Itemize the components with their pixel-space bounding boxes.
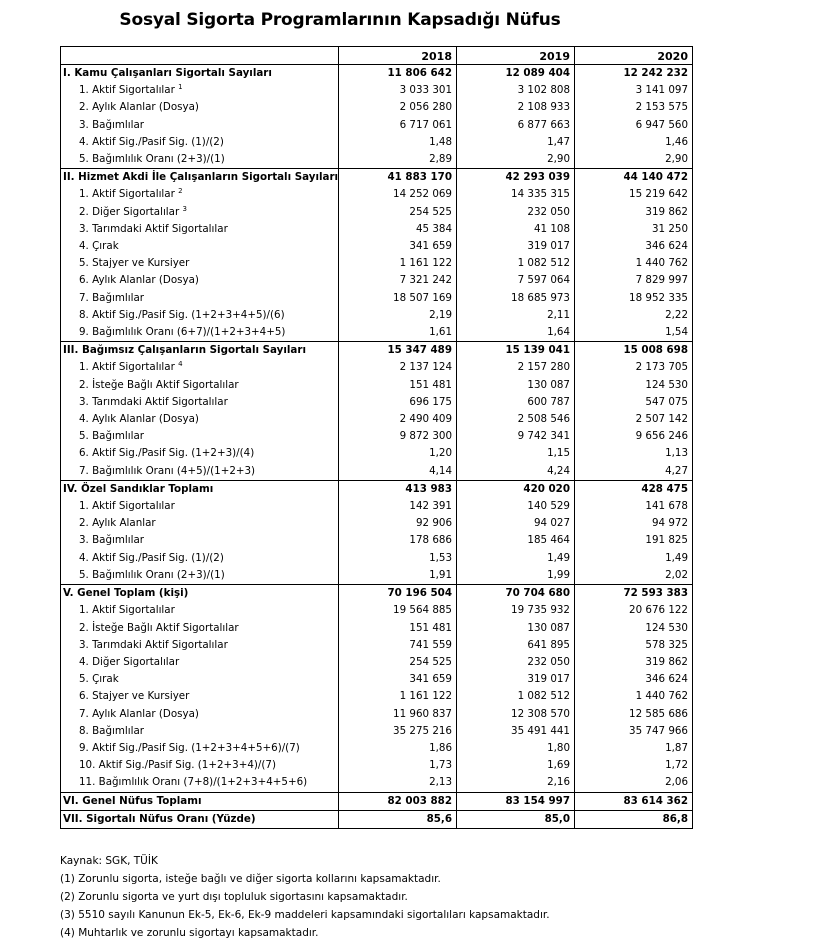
footnote: (4) Muhtarlık ve zorunlu sigortayı kapsamaktadır. (60, 927, 319, 939)
value-cell-2018: 254 525 (339, 204, 457, 221)
table-row (61, 757, 693, 774)
row-label-text: 7. Bağımlılık Oranı (4+5)/(1+2+3) (79, 464, 256, 477)
value-cell-2018: 7 321 242 (339, 272, 457, 289)
header-year-2019: 2019 (457, 47, 575, 65)
value-cell-2020: 35 747 966 (575, 723, 693, 740)
row-label-text: 3. Tarımdaki Aktif Sigortalılar (79, 222, 228, 235)
value-cell-2019: 232 050 (457, 204, 575, 221)
row-label (61, 151, 339, 169)
table-row (61, 463, 693, 481)
row-label (61, 671, 339, 688)
value-cell-2020: 1,87 (575, 740, 693, 757)
row-label (61, 238, 339, 255)
row-label (61, 498, 339, 515)
table-row (61, 290, 693, 307)
table-row (61, 359, 693, 376)
value-cell-2018: 2 490 409 (339, 411, 457, 428)
row-label-text: 2. Diğer Sigortalılar (79, 205, 180, 218)
row-label (61, 654, 339, 671)
row-label-text: 6. Stajyer ve Kursiyer (79, 690, 190, 703)
row-label (61, 445, 339, 462)
value-cell-2020: 2 173 705 (575, 359, 693, 376)
value-cell-2020: 428 475 (575, 480, 693, 498)
row-label (61, 602, 339, 619)
row-label-text: V. Genel Toplam (kişi) (63, 587, 189, 600)
section-row (61, 65, 693, 83)
row-label (61, 307, 339, 324)
table-row (61, 671, 693, 688)
row-label-text: 6. Aktif Sig./Pasif Sig. (1+2+3)/(4) (79, 447, 255, 460)
value-cell-2019: 12 308 570 (457, 706, 575, 723)
table-row (61, 324, 693, 342)
value-cell-2020: 18 952 335 (575, 290, 693, 307)
value-cell-2018: 2,13 (339, 774, 457, 792)
value-cell-2020: 1,13 (575, 445, 693, 462)
section-row (61, 585, 693, 603)
value-cell-2019: 232 050 (457, 654, 575, 671)
value-cell-2019: 2 157 280 (457, 359, 575, 376)
header-label-cell (61, 47, 339, 65)
table-row (61, 186, 693, 203)
footnote-ref: 3 (182, 204, 187, 213)
value-cell-2018: 696 175 (339, 394, 457, 411)
value-cell-2020: 124 530 (575, 620, 693, 637)
row-label-text: 4. Çırak (79, 240, 119, 253)
row-label-text: III. Bağımsız Çalışanların Sigortalı Sayıları (63, 344, 306, 357)
value-cell-2018: 35 275 216 (339, 723, 457, 740)
row-label-text: 9. Bağımlılık Oranı (6+7)/(1+2+3+4+5) (79, 326, 286, 339)
value-cell-2020: 191 825 (575, 532, 693, 549)
value-cell-2020: 1,54 (575, 324, 693, 342)
value-cell-2018: 254 525 (339, 654, 457, 671)
value-cell-2019: 18 685 973 (457, 290, 575, 307)
row-label (61, 272, 339, 289)
value-cell-2020: 15 008 698 (575, 342, 693, 360)
table-row (61, 532, 693, 549)
value-cell-2018: 151 481 (339, 620, 457, 637)
value-cell-2020: 346 624 (575, 671, 693, 688)
value-cell-2018: 341 659 (339, 671, 457, 688)
value-cell-2018: 4,14 (339, 463, 457, 481)
table-row (61, 620, 693, 637)
row-label-text: 3. Bağımlılar (79, 534, 145, 547)
value-cell-2019: 1,47 (457, 134, 575, 151)
value-cell-2020: 547 075 (575, 394, 693, 411)
value-cell-2019: 83 154 997 (457, 792, 575, 810)
value-cell-2019: 641 895 (457, 637, 575, 654)
table-row (61, 272, 693, 289)
value-cell-2018: 15 347 489 (339, 342, 457, 360)
table-row (61, 706, 693, 723)
value-cell-2019: 420 020 (457, 480, 575, 498)
row-label (61, 774, 339, 792)
row-label-text: 11. Bağımlılık Oranı (7+8)/(1+2+3+4+5+6) (79, 776, 308, 789)
value-cell-2019: 9 742 341 (457, 428, 575, 445)
value-cell-2020: 20 676 122 (575, 602, 693, 619)
value-cell-2020: 319 862 (575, 654, 693, 671)
value-cell-2020: 86,8 (575, 810, 693, 828)
table-row (61, 723, 693, 740)
row-label (61, 620, 339, 637)
value-cell-2018: 11 806 642 (339, 65, 457, 83)
source-note: Kaynak: SGK, TÜİK (60, 855, 158, 867)
row-label (61, 740, 339, 757)
value-cell-2020: 2,06 (575, 774, 693, 792)
row-label (61, 567, 339, 585)
value-cell-2019: 94 027 (457, 515, 575, 532)
value-cell-2020: 31 250 (575, 221, 693, 238)
value-cell-2020: 2,02 (575, 567, 693, 585)
table-row (61, 82, 693, 99)
value-cell-2020: 12 242 232 (575, 65, 693, 83)
row-label-text: 8. Aktif Sig./Pasif Sig. (1+2+3+4+5)/(6) (79, 308, 285, 321)
value-cell-2018: 92 906 (339, 515, 457, 532)
table-row (61, 445, 693, 462)
row-label (61, 117, 339, 134)
row-label-text: 1. Aktif Sigortalılar (79, 361, 175, 374)
value-cell-2019: 1,49 (457, 550, 575, 567)
value-cell-2019: 7 597 064 (457, 272, 575, 289)
value-cell-2019: 319 017 (457, 671, 575, 688)
row-label (61, 169, 339, 187)
value-cell-2018: 2 056 280 (339, 99, 457, 116)
value-cell-2018: 1,73 (339, 757, 457, 774)
row-label (61, 637, 339, 654)
value-cell-2019: 6 877 663 (457, 117, 575, 134)
footnotes (60, 852, 550, 942)
value-cell-2018: 11 960 837 (339, 706, 457, 723)
row-label (61, 550, 339, 567)
value-cell-2018: 178 686 (339, 532, 457, 549)
row-label (61, 480, 339, 498)
row-label-text: 5. Bağımlılık Oranı (2+3)/(1) (79, 153, 225, 166)
footnote: (2) Zorunlu sigorta ve yurt dışı topluluk sigortasını kapsamaktadır. (60, 891, 408, 903)
row-label-text: II. Hizmet Akdi İle Çalışanların Sigortalı Sayıları (63, 171, 339, 184)
value-cell-2018: 1,86 (339, 740, 457, 757)
row-label-text: 5. Bağımlılık Oranı (2+3)/(1) (79, 568, 225, 581)
footnote-ref: 2 (178, 187, 183, 196)
value-cell-2018: 1,91 (339, 567, 457, 585)
value-cell-2019: 1,80 (457, 740, 575, 757)
row-label-text: 2. Aylık Alanlar (79, 517, 156, 530)
row-label (61, 359, 339, 376)
row-label (61, 342, 339, 360)
value-cell-2018: 19 564 885 (339, 602, 457, 619)
value-cell-2020: 124 530 (575, 377, 693, 394)
table-row (61, 654, 693, 671)
footnote-ref: 4 (178, 360, 183, 369)
value-cell-2018: 1,61 (339, 324, 457, 342)
value-cell-2019: 4,24 (457, 463, 575, 481)
value-cell-2019: 19 735 932 (457, 602, 575, 619)
value-cell-2018: 1,48 (339, 134, 457, 151)
value-cell-2020: 1,46 (575, 134, 693, 151)
row-label-text: 4. Aktif Sig./Pasif Sig. (1)/(2) (79, 135, 224, 148)
value-cell-2018: 9 872 300 (339, 428, 457, 445)
row-label-text: 5. Stajyer ve Kursiyer (79, 257, 190, 270)
row-label-text: 1. Aktif Sigortalılar (79, 84, 175, 97)
value-cell-2019: 2,90 (457, 151, 575, 169)
row-label-text: 10. Aktif Sig./Pasif Sig. (1+2+3+4)/(7) (79, 759, 276, 772)
table-row (61, 774, 693, 792)
row-label (61, 290, 339, 307)
table-row (61, 411, 693, 428)
value-cell-2020: 1 440 762 (575, 255, 693, 272)
value-cell-2018: 85,6 (339, 810, 457, 828)
table-row (61, 550, 693, 567)
value-cell-2018: 41 883 170 (339, 169, 457, 187)
value-cell-2020: 6 947 560 (575, 117, 693, 134)
value-cell-2020: 319 862 (575, 204, 693, 221)
table-body (61, 65, 693, 829)
row-label (61, 723, 339, 740)
row-label-text: 4. Aktif Sig./Pasif Sig. (1)/(2) (79, 551, 224, 564)
table-row (61, 637, 693, 654)
row-label-text: 2. İsteğe Bağlı Aktif Sigortalılar (79, 621, 239, 634)
value-cell-2018: 14 252 069 (339, 186, 457, 203)
row-label (61, 585, 339, 603)
row-label (61, 792, 339, 810)
value-cell-2019: 85,0 (457, 810, 575, 828)
header-year-2018: 2018 (339, 47, 457, 65)
value-cell-2020: 94 972 (575, 515, 693, 532)
table-row (61, 255, 693, 272)
row-label-text: 7. Bağımlılar (79, 291, 145, 304)
row-label-text: 3. Bağımlılar (79, 118, 145, 131)
row-label (61, 706, 339, 723)
row-label-text: 2. Aylık Alanlar (Dosya) (79, 101, 199, 114)
row-label (61, 810, 339, 828)
value-cell-2018: 3 033 301 (339, 82, 457, 99)
row-label-text: 3. Tarımdaki Aktif Sigortalılar (79, 395, 228, 408)
row-label-text: I. Kamu Çalışanları Sigortalı Sayıları (63, 67, 272, 79)
row-label (61, 255, 339, 272)
row-label-text: VI. Genel Nüfus Toplamı (63, 794, 202, 807)
population-table (60, 46, 692, 829)
value-cell-2020: 1,72 (575, 757, 693, 774)
row-label-text: VII. Sigortalı Nüfus Oranı (Yüzde) (63, 812, 256, 825)
value-cell-2019: 12 089 404 (457, 65, 575, 83)
value-cell-2018: 1,53 (339, 550, 457, 567)
table-row (61, 377, 693, 394)
value-cell-2019: 2,11 (457, 307, 575, 324)
row-label (61, 186, 339, 203)
row-label-text: 9. Aktif Sig./Pasif Sig. (1+2+3+4+5+6)/(7) (79, 741, 300, 754)
row-label-text: 1. Aktif Sigortalılar (79, 500, 175, 513)
value-cell-2020: 3 141 097 (575, 82, 693, 99)
value-cell-2018: 1 161 122 (339, 255, 457, 272)
value-cell-2020: 12 585 686 (575, 706, 693, 723)
value-cell-2018: 151 481 (339, 377, 457, 394)
row-label-text: 1. Aktif Sigortalılar (79, 604, 175, 617)
value-cell-2019: 1 082 512 (457, 255, 575, 272)
value-cell-2019: 185 464 (457, 532, 575, 549)
row-label (61, 428, 339, 445)
value-cell-2020: 15 219 642 (575, 186, 693, 203)
value-cell-2020: 346 624 (575, 238, 693, 255)
value-cell-2020: 2 153 575 (575, 99, 693, 116)
table-row (61, 498, 693, 515)
value-cell-2018: 2,19 (339, 307, 457, 324)
value-cell-2020: 9 656 246 (575, 428, 693, 445)
value-cell-2019: 1,69 (457, 757, 575, 774)
row-label (61, 411, 339, 428)
row-label-text: 7. Aylık Alanlar (Dosya) (79, 707, 199, 720)
table-row (61, 428, 693, 445)
table-header-row (61, 47, 693, 65)
value-cell-2020: 72 593 383 (575, 585, 693, 603)
value-cell-2020: 141 678 (575, 498, 693, 515)
value-cell-2020: 2 507 142 (575, 411, 693, 428)
row-label-text: 3. Tarımdaki Aktif Sigortalılar (79, 638, 228, 651)
section-row (61, 169, 693, 187)
value-cell-2020: 4,27 (575, 463, 693, 481)
page-title: Sosyal Sigorta Programlarının Kapsadığı Nüfus (119, 10, 561, 30)
table-row (61, 567, 693, 585)
table-row (61, 134, 693, 151)
value-cell-2018: 1 161 122 (339, 688, 457, 705)
row-label (61, 221, 339, 238)
value-cell-2020: 7 829 997 (575, 272, 693, 289)
footnote-ref: 1 (178, 83, 183, 92)
value-cell-2019: 1,15 (457, 445, 575, 462)
table-row (61, 515, 693, 532)
value-cell-2019: 130 087 (457, 620, 575, 637)
value-cell-2019: 1,64 (457, 324, 575, 342)
value-cell-2019: 130 087 (457, 377, 575, 394)
row-label-text: 5. Çırak (79, 673, 119, 686)
value-cell-2020: 578 325 (575, 637, 693, 654)
table-row (61, 221, 693, 238)
value-cell-2019: 42 293 039 (457, 169, 575, 187)
row-label (61, 757, 339, 774)
value-cell-2019: 1 082 512 (457, 688, 575, 705)
value-cell-2019: 140 529 (457, 498, 575, 515)
value-cell-2018: 2,89 (339, 151, 457, 169)
value-cell-2020: 1,49 (575, 550, 693, 567)
value-cell-2019: 35 491 441 (457, 723, 575, 740)
section-row (61, 810, 693, 828)
table-row (61, 204, 693, 221)
value-cell-2019: 600 787 (457, 394, 575, 411)
value-cell-2019: 3 102 808 (457, 82, 575, 99)
table-row (61, 99, 693, 116)
section-row (61, 480, 693, 498)
table-row (61, 688, 693, 705)
table-row (61, 307, 693, 324)
value-cell-2018: 142 391 (339, 498, 457, 515)
value-cell-2020: 2,90 (575, 151, 693, 169)
value-cell-2018: 413 983 (339, 480, 457, 498)
value-cell-2018: 341 659 (339, 238, 457, 255)
row-label (61, 99, 339, 116)
value-cell-2019: 1,99 (457, 567, 575, 585)
row-label (61, 324, 339, 342)
row-label (61, 515, 339, 532)
row-label (61, 204, 339, 221)
table-row (61, 151, 693, 169)
value-cell-2020: 1 440 762 (575, 688, 693, 705)
row-label-text: 4. Diğer Sigortalılar (79, 655, 180, 668)
value-cell-2018: 2 137 124 (339, 359, 457, 376)
value-cell-2019: 2 508 546 (457, 411, 575, 428)
value-cell-2019: 2,16 (457, 774, 575, 792)
value-cell-2019: 2 108 933 (457, 99, 575, 116)
row-label (61, 688, 339, 705)
value-cell-2019: 14 335 315 (457, 186, 575, 203)
row-label (61, 532, 339, 549)
row-label-text: IV. Özel Sandıklar Toplamı (63, 482, 214, 495)
value-cell-2019: 15 139 041 (457, 342, 575, 360)
row-label-text: 1. Aktif Sigortalılar (79, 188, 175, 201)
row-label (61, 82, 339, 99)
value-cell-2019: 41 108 (457, 221, 575, 238)
section-row (61, 792, 693, 810)
value-cell-2018: 18 507 169 (339, 290, 457, 307)
row-label-text: 8. Bağımlılar (79, 724, 145, 737)
table-row (61, 602, 693, 619)
row-label (61, 65, 339, 83)
table-row (61, 740, 693, 757)
footnote: (1) Zorunlu sigorta, isteğe bağlı ve diğer sigorta kollarını kapsamaktadır. (60, 873, 441, 885)
value-cell-2018: 741 559 (339, 637, 457, 654)
row-label (61, 377, 339, 394)
value-cell-2018: 6 717 061 (339, 117, 457, 134)
header-year-2020: 2020 (575, 47, 693, 65)
value-cell-2020: 44 140 472 (575, 169, 693, 187)
value-cell-2019: 70 704 680 (457, 585, 575, 603)
row-label (61, 463, 339, 481)
row-label-text: 2. İsteğe Bağlı Aktif Sigortalılar (79, 378, 239, 391)
footnote: (3) 5510 sayılı Kanunun Ek-5, Ek-6, Ek-9 maddeleri kapsamındaki sigortalıları kapsamaktadır. (60, 909, 550, 921)
row-label-text: 4. Aylık Alanlar (Dosya) (79, 413, 199, 426)
row-label (61, 394, 339, 411)
row-label-text: 5. Bağımlılar (79, 430, 145, 443)
value-cell-2019: 319 017 (457, 238, 575, 255)
value-cell-2018: 82 003 882 (339, 792, 457, 810)
value-cell-2018: 1,20 (339, 445, 457, 462)
table-row (61, 394, 693, 411)
value-cell-2018: 70 196 504 (339, 585, 457, 603)
table-row (61, 117, 693, 134)
row-label-text: 6. Aylık Alanlar (Dosya) (79, 274, 199, 287)
value-cell-2018: 45 384 (339, 221, 457, 238)
value-cell-2020: 83 614 362 (575, 792, 693, 810)
table-row (61, 238, 693, 255)
section-row (61, 342, 693, 360)
row-label (61, 134, 339, 151)
value-cell-2020: 2,22 (575, 307, 693, 324)
